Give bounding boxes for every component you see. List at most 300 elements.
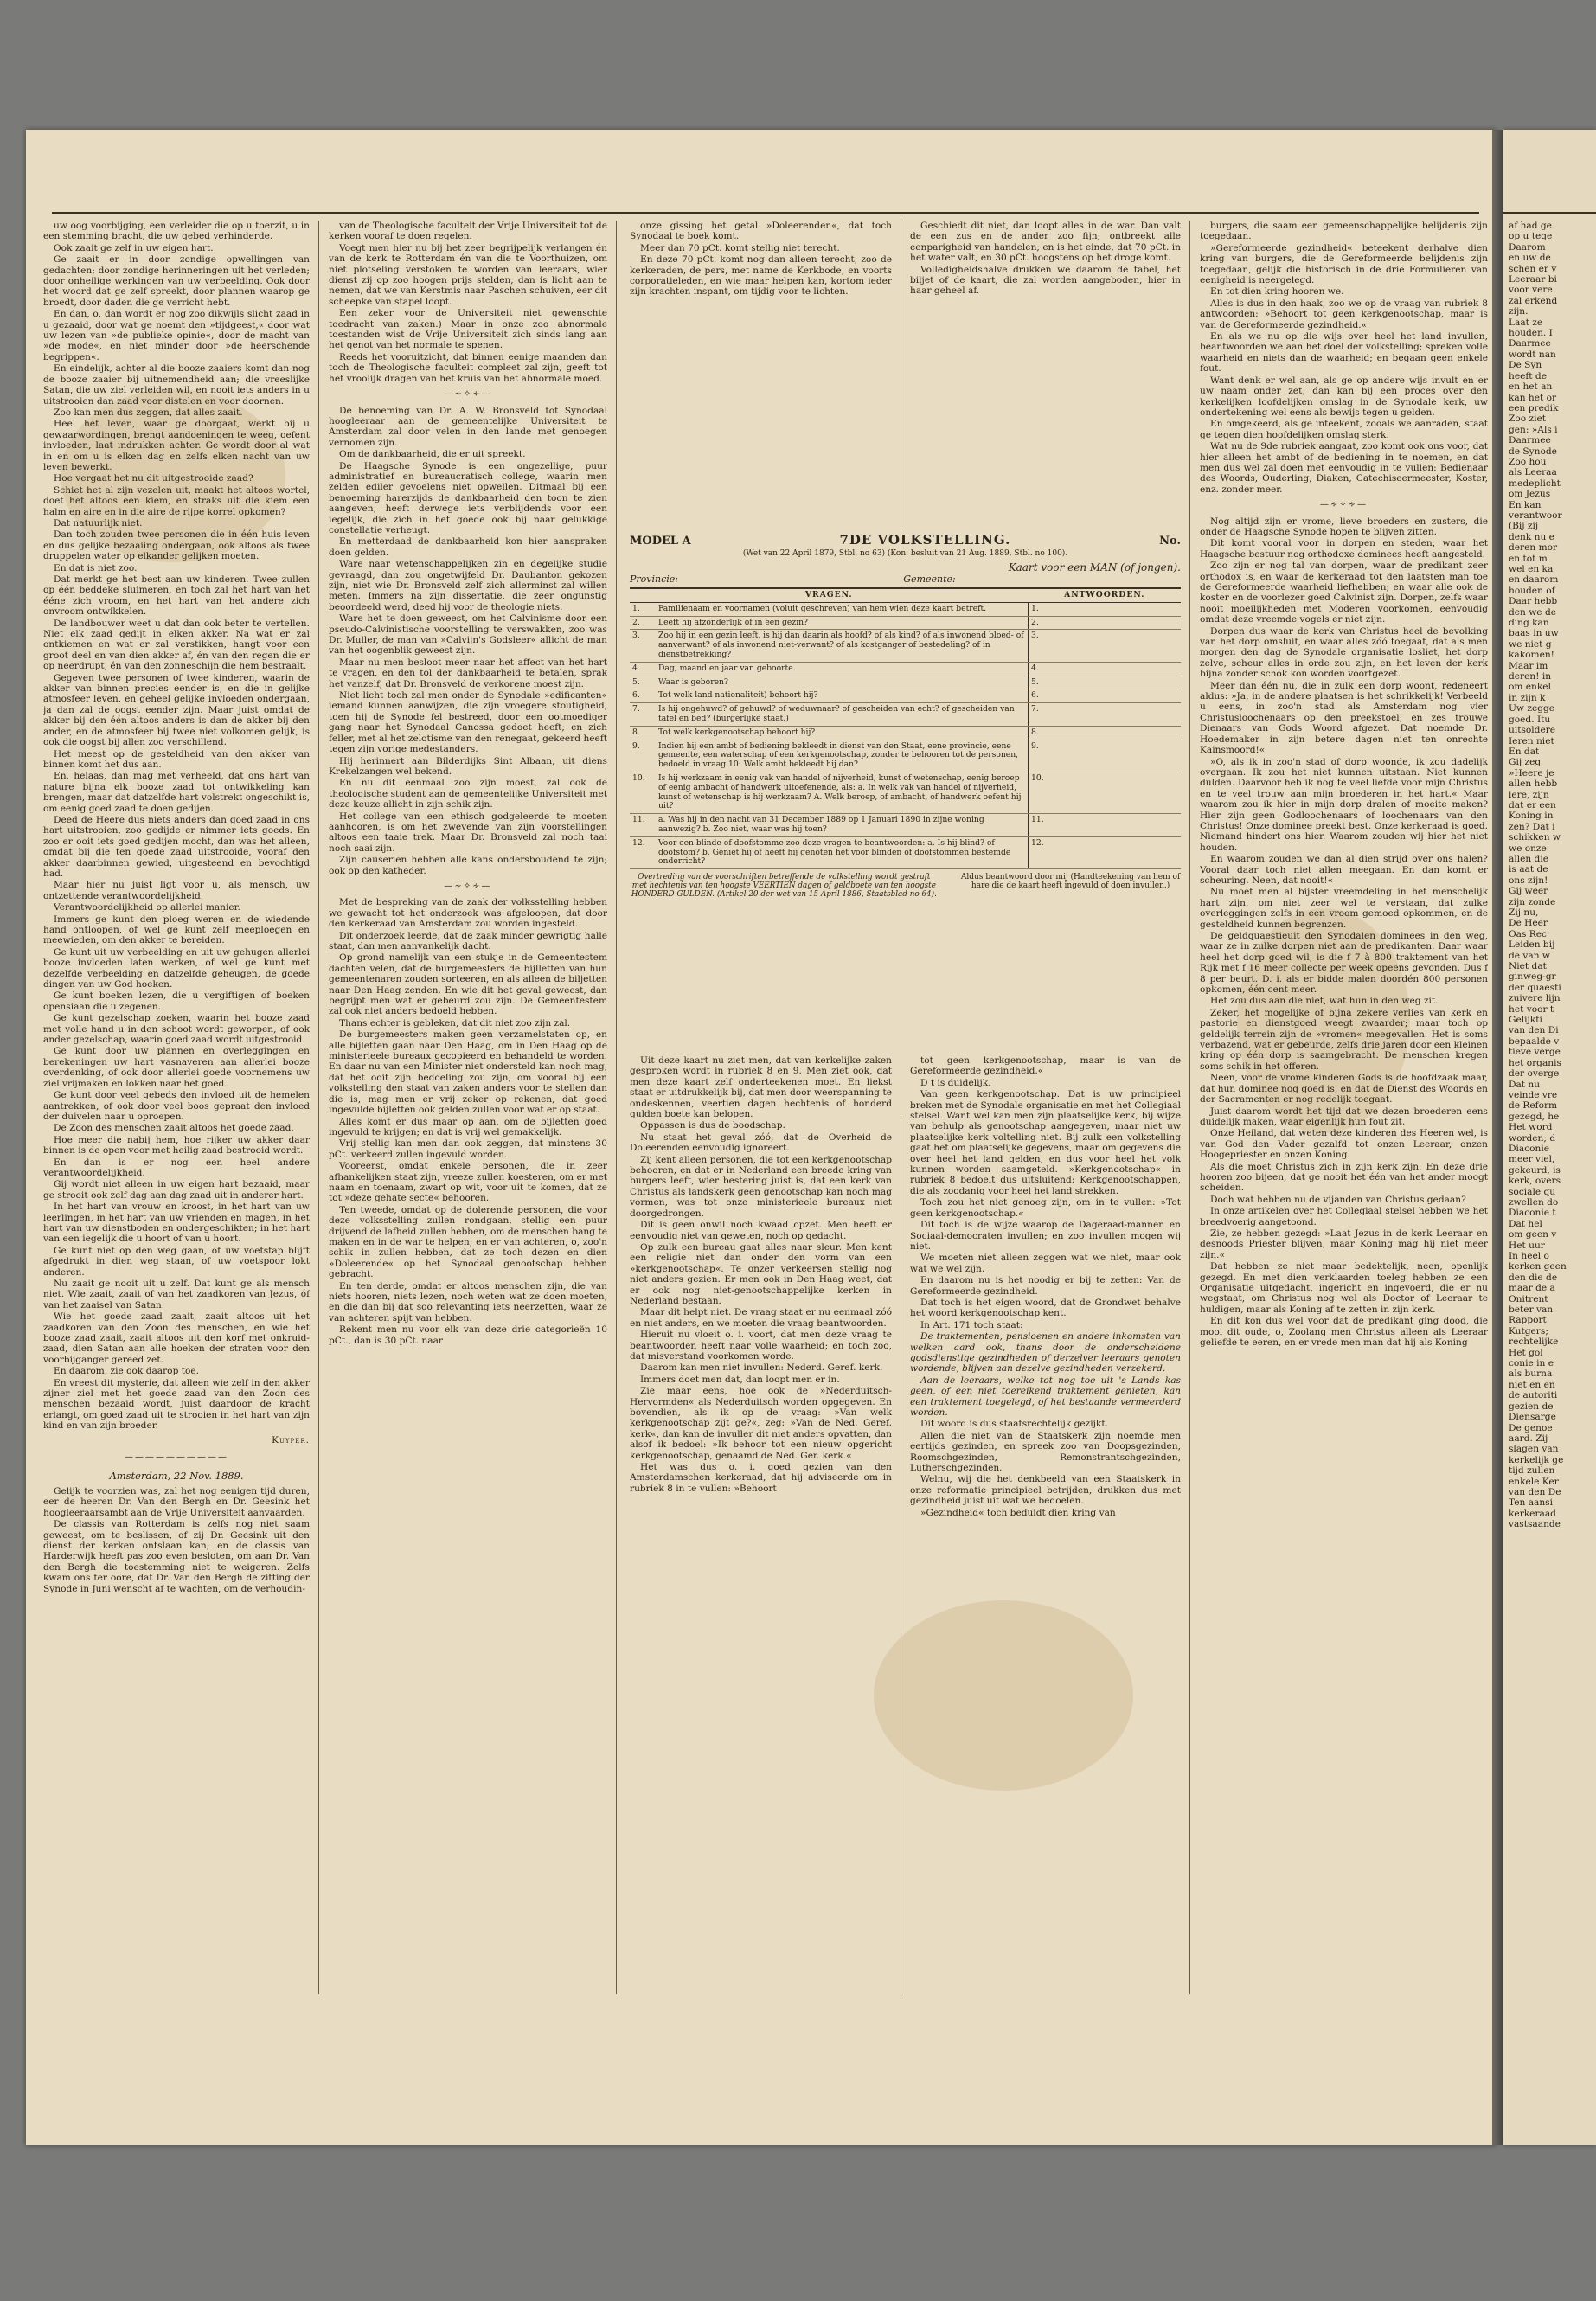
paragraph: Deed de Heere dus niets anders dan goed zaad in ons hart uitstrooien, zoo gedijde er nimmer iets goeds. En zoo er ooit iets goed gedijen mocht, dan was het alleen, omdat bij die ten goede zaad uitstrooide, vooraf den akker daarbinnen gewied, uitgesteend en bevochtigd had. bbox=[43, 814, 310, 879]
paragraph: Nu moet men al bijster vreemdeling in het menschelijk hart zijn, om niet zeer wel te verstaan, dat zulke overleggingen zelfs in een vroom gemoed opkommen, en de gesteldheid kunnen begrenzen. bbox=[1200, 887, 1488, 930]
table-row: 6. Tot welk land nationaliteit) behoort hij? 6. bbox=[630, 689, 1181, 703]
column-divider bbox=[616, 221, 617, 1994]
paragraph: »O, als ik in zoo'n stad of dorp woonde, ik zou dadelijk overgaan. Ik zou het niet kunnen uitstaan. Niet kunnen dulden. Daarvoor heb ik nog te veel liefde voor mijn Christus en te veel trouw aan mijn broederen in het hart.« Maar waarom zou ik hier in mijn dorp dralen of moeite maken? Hier zijn geen Godloochenaars of loochenaars van den Christus! Onze dominee preekt best. Onze kerkeraad is goed. Niemand hindert ons hier. Waarom zouden wij hier het niet houden. bbox=[1200, 756, 1488, 853]
text-fragment: dat er een bbox=[1509, 799, 1556, 811]
text-fragment: Diaconie bbox=[1509, 1143, 1549, 1154]
text-fragment: De Heer bbox=[1509, 918, 1548, 929]
text-fragment: heeft de bbox=[1509, 370, 1547, 381]
paragraph: Ge kunt niet op den weg gaan, of uw voetstap blijft afgedrukt in dien weg staan, of uw voetspoor lokt anderen. bbox=[43, 1245, 310, 1278]
text-fragment: ginweg-gr bbox=[1509, 971, 1556, 983]
text-fragment: Daarom bbox=[1509, 241, 1546, 253]
paragraph: Nu staat het geval zóó, dat de Overheid de Doleerenden eenvoudig ignoreert. bbox=[630, 1131, 892, 1154]
paragraph: Wat nu de 9de rubriek aangaat, zoo komt ook ons voor, dat hier alleen het ambt of de bediening in te noemen, en dat men dus wel zal doen met eenvoudig in te vullen: Bedienaar des Woords, Ouderling, Diaken, Catechiseermeester, Koster, enz. zonder meer. bbox=[1200, 441, 1488, 495]
table-row: 11. a. Was hij in den nacht van 31 December 1889 op 1 Januari 1890 in zijne woning aanwezig? b. Zoo niet, waar was hij toen? 11. bbox=[630, 814, 1181, 837]
text-fragment: den die de bbox=[1509, 1272, 1558, 1283]
paragraph: Aan de leeraars, welke tot nog toe uit 's Lands kas geen, of een niet toereikend traktement genieten, kan een traktement toegelegd, of het bestaande vermeerderd worden. bbox=[910, 1375, 1181, 1418]
paragraph: Zoo zijn er nog tal van dorpen, waar de predikant zeer orthodox is, en waar de kerkeraad tot den laatsten man toe de Gereformeerde waarheid liefhebben; en waar alle ook de koster en de voorlezer goed Calvinist zijn. Dorpen, zelfs waar nooit moeilijkheden met Moderen voorkomen, eenvoudig omdat deze vreemde vogels er niet zijn. bbox=[1200, 561, 1488, 625]
text-fragment: kakomen! bbox=[1509, 650, 1554, 661]
text-fragment: Koning in bbox=[1509, 811, 1554, 822]
text-fragment: een predik bbox=[1509, 402, 1559, 413]
text-fragment: kerkeraad bbox=[1509, 1508, 1556, 1519]
text-fragment: deren! in bbox=[1509, 671, 1552, 683]
paragraph: Dit is geen onwil noch kwaad opzet. Men heeft er eenvoudig niet van geweten, noch op gedacht. bbox=[630, 1220, 892, 1241]
paragraph: Van geen kerkgenootschap. Dat is uw principieel breken met de Synodale organisatie en met het Collegiaal stelsel. Want wel kan men zijn plaatselijke kerk, bij wijze van behulp als genootschap aangegeven, maar niet uw plaatselijke kerk voltelling niet. Bij zulk een volkstelling gaat het om plaatselijke gegevens, maar om gegevens die over heel het land gelden, en dus voor heel het volk kunnen worden saamgeteld. »Kerkgenootschap« in rubriek 8 bedoelt dus uitsluitend: Kerkgenootschappen, die als zoodanig voor heel het land strekken. bbox=[910, 1089, 1181, 1196]
paragraph: In Art. 171 toch staat: bbox=[920, 1319, 1023, 1330]
paragraph: En dat is niet zoo. bbox=[54, 562, 138, 574]
text-fragment: van den Di bbox=[1509, 1025, 1559, 1036]
paragraph: Daarom kan men niet invullen: Nederd. Geref. kerk. bbox=[640, 1362, 883, 1374]
paragraph: Ge kunt door veel gebeds den invloed uit de hemelen aantrekken, of ook door veel boos gepraat den invloed der duivelen naar u oproepen. bbox=[43, 1090, 310, 1122]
paragraph: Maar nu men besloot meer naar het affect van het hart te vragen, en den tol der dankbaarheid te betalen, sprak het vanzelf, dat Dr. Bronsveld de verkorene moest zijn. bbox=[329, 657, 607, 689]
paragraph: En metterdaad de dankbaarheid kon hier aanspraken doen gelden. bbox=[329, 536, 607, 558]
paragraph: Hij herinnert aan Bilderdijks Sint Albaan, uit diens Krekelzangen wel bekend. bbox=[329, 755, 607, 777]
text-fragment: af had ge bbox=[1509, 221, 1552, 231]
form-model: MODEL A bbox=[630, 535, 691, 548]
text-fragment: meer viel, bbox=[1509, 1154, 1555, 1165]
text-fragment: conie in e bbox=[1509, 1358, 1554, 1369]
paragraph: Dit woord is dus staatsrechtelijk gezijkt. bbox=[920, 1419, 1108, 1430]
text-fragment: baas in uw bbox=[1509, 628, 1559, 639]
answer-cell: 9. bbox=[1029, 740, 1182, 772]
paragraph: Het meest op de gesteldheid van den akker van binnen komt het dus aan. bbox=[43, 748, 310, 770]
table-row: 9. Indien hij een ambt of bediening bekleedt in dienst van den Staat, eene provincie, eene gemeente, een waterschap of een kerkgenootschap, zonder te behooren tot de personen, bedoeld in vraag 10: Welk ambt bekleedt hij dan? 9. bbox=[630, 740, 1181, 772]
paragraph: Ge kunt boeken lezen, die u vergiftigen of boeken opensiaan die u zegenen. bbox=[43, 990, 310, 1012]
text-fragment: is aat de bbox=[1509, 864, 1548, 875]
paragraph: In onze artikelen over het Collegiaal stelsel hebben we het breedvoerig aangetoond. bbox=[1200, 1206, 1488, 1227]
newspaper-page bbox=[26, 130, 1497, 2145]
answer-cell: 10. bbox=[1029, 772, 1182, 813]
column-4-bottom bbox=[910, 1055, 1181, 1519]
text-fragment: de Synode bbox=[1509, 445, 1557, 457]
text-fragment: en uw de bbox=[1509, 253, 1551, 264]
text-fragment: Uw zegge bbox=[1509, 703, 1555, 715]
paragraph: Rekent men nu voor elk van deze drie categorieën 10 pCt., dan is 30 pCt. naar bbox=[329, 1324, 607, 1346]
paragraph: We moeten niet alleen zeggen wat we niet, maar ook wat we wel zijn. bbox=[910, 1253, 1181, 1274]
answer-cell: 1. bbox=[1029, 602, 1182, 616]
answers-header: ANTWOORDEN. bbox=[1029, 588, 1182, 602]
text-fragment: gekeurd, is bbox=[1509, 1164, 1561, 1176]
paragraph: Thans echter is gebleken, dat dit niet zoo zijn zal. bbox=[339, 1017, 571, 1029]
paragraph: De benoeming van Dr. A. W. Bronsveld tot Synodaal hoogleeraar aan de gemeentelijke Universiteit te Amsterdam zal door velen in den lande met genoegen vernomen zijn. bbox=[329, 405, 607, 448]
text-fragment: Daarmee bbox=[1509, 338, 1551, 349]
page-fold-shadow bbox=[1492, 130, 1503, 2145]
paragraph: Neen, voor de vrome kinderen Gods is de hoofdzaak maar, dat hun dominee nog goed is, en dat de Dienst des Woords en der Sacramenten er nog redelijk toegaat. bbox=[1200, 1073, 1488, 1106]
column-3-top bbox=[630, 221, 892, 528]
text-fragment: Onitrent bbox=[1509, 1293, 1548, 1304]
paragraph: En eindelijk, achter al die booze zaaiers komt dan nog de booze zaaier bij uitnemendheid aan; die vreeslijke Satan, die uw ziel verleiden wil, en nooit iets anders in u uitstrooien dan zaad voor distelen en voor doornen. bbox=[43, 363, 310, 407]
text-fragment: enkele Ker bbox=[1509, 1476, 1559, 1487]
paragraph: »Gereformeerde gezindheid« beteekent derhalve dien kring van burgers, die de Gereformeerde belijdenis zijn toegedaan, gelijk die historisch in de drie Formulieren van eenigheid is neergelegd. bbox=[1200, 242, 1488, 286]
paragraph: Dit komt vooral voor in dorpen en steden, waar het Haagsche bestuur nog orthodoxe dominees heeft aangesteld. bbox=[1200, 538, 1488, 560]
paragraph: En waarom zouden we dan al dien strijd over ons halen? Vooral daar toch niet allen meegaan. En dan komt er scheuring. Neen, dat nooit!« bbox=[1200, 854, 1488, 886]
paragraph: Dat toch is het eigen woord, dat de Grondwet behalve het woord kerkgenootschap kent. bbox=[910, 1297, 1181, 1319]
form-penalty-note: Overtreding van de voorschriften betreffende de volkstelling wordt gestraft met hechtenis van ten hoogste VEERTIEN dagen of geldboete van ten hoogste HONDERD GULDEN. (Artikel 20 der wet van 15 April 1886, Staatsblad no 64). bbox=[631, 873, 937, 900]
text-fragment: Daar hebb bbox=[1509, 596, 1558, 607]
text-fragment: houden. I bbox=[1509, 328, 1553, 339]
paragraph: Een zeker voor de Universiteit niet gewenschte toedracht van zaken.) Maar in onze zoo abnormale toestanden wist de Vrije Universiteit zich sinds lang aan het genot van het normale te spenen. bbox=[329, 308, 607, 351]
text-fragment: zijn zonde bbox=[1509, 896, 1556, 907]
text-fragment: In heel o bbox=[1509, 1251, 1549, 1261]
text-fragment: als burna bbox=[1509, 1368, 1553, 1380]
paragraph: Dit onderzoek leerde, dat de zaak minder gewrigtig halle staat, dan men aanvankelijk dacht. bbox=[329, 930, 607, 952]
form-number-label: No. bbox=[1159, 535, 1181, 548]
paragraph: onze gissing het getal »Doleerenden«, dat toch Synodaal te boek komt. bbox=[630, 221, 892, 242]
paragraph: De landbouwer weet u dat dan ook beter te vertellen. Niet elk zaad gedijt in elken akker. Na wat er zal ontkiemen en wat er zal verstikken, hangt voor een groot deel en van dien akker af, én van den regen die er op neerdrupt, én van den zonneschijn die hem bestraalt. bbox=[43, 618, 310, 672]
table-row: 4. Dag, maand en jaar van geboorte. 4. bbox=[630, 662, 1181, 676]
text-fragment: kan het or bbox=[1509, 392, 1557, 403]
paragraph: Niet licht toch zal men onder de Synodale »edificanten« iemand kunnen aanwijzen, die zijn vroegere stoutigheid, toen hij de Synode fel bestreed, door een ootmoediger gang naar het Synodaal Canossa gedoet heeft; en zich feller, met al het zelotisme van den renegaat, gekeerd heeft tegen zijn vorige medestanders. bbox=[329, 690, 607, 755]
paragraph: En dit kon dus wel voor dat de predikant ging dood, die mooi dit oude, o, Zoolang men Christus alleen als Leeraar geliefde te eeren, en er vrede men man dat hij als Koning bbox=[1200, 1316, 1488, 1349]
columns-3-4-bottom bbox=[630, 1055, 1181, 2037]
text-fragment: en daarom bbox=[1509, 574, 1559, 586]
column-4-top bbox=[910, 221, 1181, 528]
text-fragment: Rapport bbox=[1509, 1315, 1547, 1326]
paragraph: van de Theologische faculteit der Vrije Universiteit tot de kerken vooraf te doen regelen. bbox=[329, 221, 607, 242]
table-row: 7. Is hij ongehuwd? of gehuwd? of weduwnaar? of gescheiden van echt? of gescheiden van tafel en bed? (burgerlijke staat.) 7. bbox=[630, 703, 1181, 727]
text-fragment: zuivere lijn bbox=[1509, 993, 1561, 1004]
paragraph: Juist daarom wordt het tijd dat we dezen broederen eens duidelijk maken, waar eigenlijk hun fout zit. bbox=[1200, 1106, 1488, 1127]
paragraph: Maar hier nu juist ligt voor u, als mensch, uw ontzettende verantwoordelijkheid. bbox=[43, 880, 310, 901]
text-fragment: De Syn bbox=[1509, 360, 1542, 371]
paragraph: Verantwoordelijkheid op allerlei manier. bbox=[54, 902, 240, 913]
top-rule bbox=[1503, 212, 1596, 214]
paragraph: Zie, ze hebben gezegd: »Laat Jezus in de kerk Leeraar en desnoods Priester blijven, maar Koning mag hij niet meer zijn.« bbox=[1200, 1227, 1488, 1260]
text-fragment: houden of bbox=[1509, 585, 1555, 596]
text-fragment: we onze bbox=[1509, 843, 1547, 854]
text-fragment: Niet dat bbox=[1509, 961, 1547, 972]
paragraph: Ge kunt uit uw verbeelding en uit uw gehugen allerlei booze invloeden laten werken, of wel ge kunt met dezelfde verbeelding en datzelfde geheugen, de goede dingen van uw God hoeken. bbox=[43, 946, 310, 990]
paragraph: Meer dan één nu, die in zulk een dorp woont, redeneert aldus: »Ja, in de andere plaatsen is het schrikkelijk! Verbeeld u eens, in zoo'n stad als Amsterdam nog vier Christusloochenaars op den preekstoel; en zes trouwe Dienaars van Gods Woord afgezet. Dat noemde Dr. Hoedemaker in zijn betere dagen niet ten onrechte Kainsmoord!« bbox=[1200, 680, 1488, 756]
paragraph: Dat merkt ge het best aan uw kinderen. Twee zullen op één beddeke sluimeren, en toch zal het hart van het ééne zich vroom, en het hart van het andere zich onvroom ontwikkelen. bbox=[43, 574, 310, 618]
paragraph: En als we nu op die wijs over heel het land invullen, beantwoorden we aan het doel der volkstelling; spreken volle waarheid en niets dan de waarheid; en begaan geen enkele fout. bbox=[1200, 331, 1488, 375]
paragraph: Reeds het vooruitzicht, dat binnen eenige maanden dan toch de Theologische faculteit compleet zal zijn, geeft tot het vroolijk dragen van het kruis van het abnormale moed. bbox=[329, 351, 607, 384]
table-row: 8. Tot welk kerkgenootschap behoort hij? 8. bbox=[630, 726, 1181, 740]
paragraph: Vrij stellig kan men dan ook zeggen, dat minstens 30 pCt. verkeerd zullen ingevuld worden. bbox=[329, 1138, 607, 1160]
text-fragment: als Leeraa bbox=[1509, 467, 1557, 478]
text-fragment: (Bij zij bbox=[1509, 521, 1539, 532]
form-header bbox=[630, 532, 1181, 548]
text-fragment: om enkel bbox=[1509, 682, 1551, 693]
paragraph: De Zoon des menschen zaait altoos het goede zaad. bbox=[54, 1123, 294, 1134]
paragraph: Nu zaait ge nooit uit u zelf. Dat kunt ge als mensch niet. Wie zaait, zaait of van het zaadkoren van Jezus, óf van het zaaisel van Satan. bbox=[43, 1279, 310, 1311]
paragraph: Zij kent alleen personen, die tot een kerkgenootschap behooren, en dat er in Nederland een breede kring van burgers leeft, wier bestering juist is, dat een kerk van Christus als landskerk geen genootschap kan noch mag vormen, was tot onze ministerieele bureaux niet doorgedrongen. bbox=[630, 1154, 892, 1219]
answer-cell: 11. bbox=[1029, 814, 1182, 837]
text-fragment: schen er v bbox=[1509, 263, 1557, 274]
text-fragment: Ieren niet bbox=[1509, 735, 1554, 747]
form-footer bbox=[630, 873, 1181, 899]
text-fragment: maar de a bbox=[1509, 1283, 1555, 1294]
text-fragment: lere, zijn bbox=[1509, 789, 1549, 800]
column-divider bbox=[1189, 221, 1190, 1994]
text-fragment: gezegd, he bbox=[1509, 1111, 1560, 1122]
text-fragment: sociale qu bbox=[1509, 1186, 1556, 1197]
table-row: 2. Leeft hij afzonderlijk of in een gezin? 2. bbox=[630, 616, 1181, 630]
paragraph: De traktementen, pensioenen en andere inkomsten van welken aard ook, thans door de onderscheidene godsdienstige gezindheden of derzelver leeraars genoten wordende, blijven aan dezelve gezindheden verzekerd. bbox=[910, 1331, 1181, 1375]
paragraph: Zie maar eens, hoe ook de »Nederduitsch-Hervormden« als Nederduitsch worden opgegeven. En bovendien, als ik op de vraag: »Van welk kerkgenootschap zijt ge?«, zeg: »Van de Ned. Geref. kerk«, dan kan de invuller dit niet anders opvatten, dan alsof ik bedoel: »Ik behoor tot een nieuw opgericht kerkgenootschap, genaamd de Ned. Ger. kerk.« bbox=[630, 1386, 892, 1461]
answer-cell: 12. bbox=[1029, 836, 1182, 868]
text-fragment: allen hebb bbox=[1509, 779, 1558, 790]
questions-header: VRAGEN. bbox=[630, 588, 1029, 602]
text-fragment: we niet g bbox=[1509, 638, 1552, 650]
answer-cell: 6. bbox=[1029, 689, 1182, 703]
text-fragment: der quaesti bbox=[1509, 982, 1561, 993]
text-fragment: Maar im bbox=[1509, 660, 1548, 671]
paragraph: Dat natuurlijk niet. bbox=[54, 517, 143, 529]
column-3-bottom bbox=[630, 1055, 892, 1495]
text-fragment: Kutgers; bbox=[1509, 1325, 1548, 1336]
dateline: Amsterdam, 22 Nov. 1889. bbox=[109, 1469, 244, 1482]
text-fragment: veinde vre bbox=[1509, 1089, 1558, 1100]
text-fragment: Het gol bbox=[1509, 1347, 1543, 1358]
paragraph: Als die moet Christus zich in zijn kerk zijn. En deze drie hooren zoo bijeen, dat ge nooit het één van het ander moogt scheiden. bbox=[1200, 1161, 1488, 1194]
paragraph: Vooreerst, omdat enkele personen, die in zeer afhankelijken staat zijn, vreeze zullen koesteren, om er met naam en toenaam, zwart op wit, voor uit te komen, dat ze tot »deze gehate secte« behooren. bbox=[329, 1161, 607, 1204]
paragraph: Dat hebben ze niet maar bedektelijk, neen, openlijk gezegd. En met dien verklaarden toeleg hebben ze een Organisatie uitgedacht, ingericht en ingevoerd, die er nu wegstaat, om Christus nog wel als Doctor of Leeraar te huldigen, maar als Koning af te zetten in zijn kerk. bbox=[1200, 1261, 1488, 1315]
text-fragment: het organis bbox=[1509, 1057, 1561, 1068]
text-fragment: Zij nu, bbox=[1509, 907, 1539, 918]
paragraph: En daarom, zie ook daarop toe. bbox=[54, 1366, 199, 1377]
section-separator: —∻✧∻— bbox=[444, 389, 492, 400]
paragraph: De burgemeesters maken geen verzamelstaten op, en alle bijletten gaan naar Den Haag, om in Den Haag op de ministerieele bureaux gecopieerd en behandeld te worden. En daar nu van een Minister niet ondersteld kan noch mag, dat het ooit zijn bedoeling zou zijn, om vooral bij een volkstelling den staat van zaken anders voor te stellen dan die is, mag men er vrij zeker op rekenen, dat goed ingevulde bijletten ook gelden zullen voor wat er op staat. bbox=[329, 1029, 607, 1116]
text-fragment: om geen v bbox=[1509, 1229, 1557, 1240]
paragraph: Onze Heiland, dat weten deze kinderen des Heeren wel, is van God den Vader gezalfd tot onzen Leeraar, onzen Hoogepriester en onzen Koning. bbox=[1200, 1128, 1488, 1161]
answer-cell: 5. bbox=[1029, 676, 1182, 689]
paragraph: Geschiedt dit niet, dan loopt alles in de war. Dan valt de een zus en de ander zoo fijn; ontbreekt alle eenparigheid van handelen; en is het einde, dat 70 pCt. in het water valt, en 30 pCt. hoogstens op het droge komt. bbox=[910, 221, 1181, 264]
paragraph: Alles komt er dus maar op aan, om de bijletten goed ingevuld te krijgen; en dat is vrij wel gemakkelijk. bbox=[329, 1116, 607, 1138]
text-fragment: Zoo ziet bbox=[1509, 413, 1546, 425]
paragraph: Het zou dus aan die niet, wat hun in den weg zit. bbox=[1210, 996, 1439, 1007]
paragraph: En dan, o, dan wordt er nog zoo dikwijls slicht zaad in u gezaaid, door wat ge noemt den »tijdgeest,« door wat uw lezen van »de publieke opinie«, door de macht van »de mode«, en niet minder door »de heerschende begrippen«. bbox=[43, 309, 310, 362]
paragraph: Maar dit helpt niet. De vraag staat er nu eenmaal zóó en niet anders, en we moeten die vraag beantwoorden. bbox=[630, 1307, 892, 1329]
paragraph: »Gezindheid« toch beduidt dien kring van bbox=[920, 1507, 1116, 1518]
paragraph: Gelijk te voorzien was, zal het nog eenigen tijd duren, eer de heeren Dr. Van den Bergh en Dr. Geesink het hoogleeraarsambt aan de Vrije Universiteit aanvaarden. bbox=[43, 1485, 310, 1518]
table-row: 5. Waar is geboren? 5. bbox=[630, 676, 1181, 689]
paragraph: De Haagsche Synode is een ongezellige, puur administratief en bureaucratisch college, waarin men zelden ediler gevoelens niet opwellen. Ditmaal bij een benoeming harerzijds de dankbaarheid den toon te zien aangeven, heeft derwege iets verblijdends voor een iegelijk, die zich in het goede ook bij naar gelukkige constellatie verheugt. bbox=[329, 460, 607, 535]
text-fragment: kerk, overs bbox=[1509, 1176, 1561, 1187]
paragraph: En dan is er nog een heel andere verantwoordelijkheid. bbox=[43, 1157, 310, 1178]
text-fragment: Dat hel bbox=[1509, 1218, 1542, 1229]
text-fragment: En dat bbox=[1509, 746, 1540, 757]
text-fragment: zwellen do bbox=[1509, 1196, 1559, 1208]
text-fragment: Gij zeg bbox=[1509, 757, 1542, 768]
paragraph: Ge zaait er in door zondige opwellingen van gedachten; door zondige herinneringen uit het verleden; door onheilige werkingen van uw verbeelding. Ook door het woord dat ge zelf spreekt, door plannen waarop ge broedt, door daden die ge verricht hebt. bbox=[43, 254, 310, 308]
text-fragment: Diaconie t bbox=[1509, 1208, 1556, 1219]
text-fragment: De genoe bbox=[1509, 1422, 1553, 1433]
text-fragment: verantwoor bbox=[1509, 510, 1562, 521]
answer-cell: 7. bbox=[1029, 703, 1182, 727]
text-fragment: deren mor bbox=[1509, 542, 1558, 554]
text-fragment: denk nu e bbox=[1509, 531, 1554, 542]
text-fragment: ding kan bbox=[1509, 618, 1549, 629]
next-page-text bbox=[1503, 221, 1596, 2037]
text-fragment: vastsaande bbox=[1509, 1519, 1561, 1530]
text-fragment: Ten aansi bbox=[1509, 1497, 1553, 1509]
paragraph: Zoo kan men dus zeggen, dat alles zaait. bbox=[54, 407, 243, 418]
column-2 bbox=[329, 221, 607, 2037]
text-fragment: aard. Zij bbox=[1509, 1433, 1548, 1444]
paragraph: Dit toch is de wijze waarop de Dageraad-mannen en Sociaal-democraten invullen; en zoo invullen mogen wij niet. bbox=[910, 1220, 1181, 1252]
form-table bbox=[630, 587, 1181, 869]
paragraph: In het hart van vrouw en kroost, in het hart van uw leerlingen, in het hart van uw vrienden en magen, in het hart van uw dienstboden en ondergeschikten; in het hart van een iegelijk die u hoort of van u hoort. bbox=[43, 1202, 310, 1245]
municipality-field: Gemeente: bbox=[903, 574, 956, 585]
text-fragment: tijd zullen bbox=[1509, 1465, 1555, 1477]
paragraph: Alles is dus in den haak, zoo we op de vraag van rubriek 8 antwoorden: »Behoort tot geen kerkgenootschap, maar is van de Gereformeerde gezindheid.« bbox=[1200, 298, 1488, 330]
text-fragment: uitsoldere bbox=[1509, 725, 1556, 736]
paragraph: Welnu, wij die het denkbeeld van een Staatskerk in onze reformatie principieel betrijden, drukken dus met gezindheid juist uit wat we bedoelen. bbox=[910, 1474, 1181, 1507]
answer-cell: 2. bbox=[1029, 616, 1182, 630]
paragraph: Dan toch zouden twee personen die in één huis leven en dus gelijke bezaaiing ondergaan, ook altoos als twee druppelen water op elkander gelijken moeten. bbox=[43, 529, 310, 562]
text-fragment: in zijn k bbox=[1509, 692, 1546, 703]
text-fragment: Zoo hou bbox=[1509, 456, 1547, 467]
paragraph: Uit deze kaart nu ziet men, dat van kerkelijke zaken gesproken wordt in rubriek 8 en 9. Men ziet ook, dat men deze kaart zelf onderteekenen moet. En liekst staat er uitdrukkelijk bij, dat men door weerspanning te ondeskennen, veertien dagen hechtenis of honderd gulden boete kan belopen. bbox=[630, 1055, 892, 1120]
article-signature: Kuyper. bbox=[272, 1434, 310, 1445]
text-fragment: Dat nu bbox=[1509, 1079, 1541, 1090]
text-fragment: het voor t bbox=[1509, 1003, 1554, 1015]
paragraph: Ge kunt door uw plannen en overleggingen en berekeningen uw hart vasnaveren aan allerlei booze overdenking, of ook door allerlei goede voornemens uw ziel vrijmaken en lokken naar het goed. bbox=[43, 1046, 310, 1089]
paragraph: Met de bespreking van de zaak der volksstelling hebben we gewacht tot het onderzoek was afgeloopen, dat door den kerkeraad van Amsterdam zou worden ingesteld. bbox=[329, 897, 607, 930]
text-fragment: Gelijkti bbox=[1509, 1015, 1542, 1026]
paragraph: tot geen kerkgenootschap, maar is van de Gereformeerde gezindheid.« bbox=[910, 1055, 1181, 1077]
paragraph: Dorpen dus waar de kerk van Christus heel de bevolking van het dorp omsluit, en waar alles zóó toegaat, dat als men morgen den dag de Synodale organisatie losliet, het dorp zelve, scheur alles in orde zou zijn, en het leven der kerk bijna zonder schok kon worden voortgezet. bbox=[1200, 625, 1488, 680]
paragraph: Op zulk een bureau gaat alles naar sleur. Men kent een religie niet dan onder den vorm van een »kerkgenootschap«. Te onzer verkeersen stellig nog niet anders gezien. Er men ook in Den Haag weet, dat er ook nog niet-genootschappelijke kerken in Nederland bestaan. bbox=[630, 1241, 892, 1306]
census-form bbox=[630, 532, 1181, 1051]
paragraph: Hoe vergaat het nu dit uitgestrooide zaad? bbox=[54, 473, 253, 484]
text-fragment: Laat ze bbox=[1509, 317, 1543, 328]
paragraph: Hoe meer die nabij hem, hoe rijker uw akker daar binnen is de open voor met heilig zaad bestrooid wordt. bbox=[43, 1134, 310, 1157]
paragraph: Doch wat hebben nu de vijanden van Christus gedaan? bbox=[1210, 1194, 1466, 1205]
paragraph: Op grond namelijk van een stukje in de Gemeentestem dachten velen, dat de burgemeesters de bijlletten van hun gemeentenaren zouden sorteeren, en als alleen de biljetten naar Den Haag zenden. En wie dit het geval geweest, dan begrijpt men wat er gebeurd zou zijn. De Gemeentestem zal ook niet anders bedoeld hebben. bbox=[329, 952, 607, 1017]
paragraph: Ten tweede, omdat op de dolerende personen, die voor deze volksstelling zullen rondgaan, stellig een puur drijvend de lafheid zullen hebben, om de menschen bang te maken en in de war te helpen; en er van achteren, o, zoo'n schik in zullen hebben, dat ze toch dezen en dien »Doleerende« op het Synodaal genootschap hebben gebracht. bbox=[329, 1204, 607, 1280]
text-fragment: ons zijn! bbox=[1509, 875, 1548, 886]
paragraph: En omgekeerd, als ge inteekent, zooals we aanraden, staat ge tegen dien hoofdelijken omslag sterk. bbox=[1200, 419, 1488, 440]
text-fragment: de van w bbox=[1509, 950, 1550, 961]
form-title: 7DE VOLKSTELLING. bbox=[839, 532, 1011, 548]
text-fragment: van den De bbox=[1509, 1486, 1561, 1497]
answer-cell: 4. bbox=[1029, 662, 1182, 676]
text-fragment: Oas Rec bbox=[1509, 928, 1547, 939]
text-fragment: Leeraar bi bbox=[1509, 274, 1557, 285]
paragraph: Allen die niet van de Staatskerk zijn noemde men eertijds gezinden, en spreek zoo van Doopsgezinden, Roomschgezinden, Remonstrantschgezinden, Lutherschgezinden. bbox=[910, 1430, 1181, 1474]
paragraph: Gij wordt niet alleen in uw eigen hart bezaaid, maar ge strooit ook zelf dag aan dag zaad uit in anderer hart. bbox=[43, 1179, 310, 1201]
form-signature-note: Aldus beantwoord door mij (Handteekening van hem of hare die de kaart heeft ingevuld of doen invullen.) bbox=[960, 873, 1181, 891]
text-fragment: slagen van bbox=[1509, 1444, 1559, 1455]
paragraph: Het college van een ethisch godgeleerde te moeten aanhooren, is om het zwevende van zijn voorstellingen altoos een taaie trek. Maar Dr. Bronsveld zal noch taai noch saai zijn. bbox=[329, 811, 607, 854]
text-fragment: wordt nan bbox=[1509, 349, 1556, 360]
text-fragment: En kan bbox=[1509, 499, 1542, 510]
text-fragment: op u tege bbox=[1509, 231, 1553, 242]
paragraph: En deze 70 pCt. komt nog dan alleen terecht, zoo de kerkeraden, de pers, met name de Kerkbode, en voorts corporatieleden, en wie maar helpen kan, kortom ieder zijn krachten inspant, om tijdig voor te lichten. bbox=[630, 254, 892, 298]
text-fragment: Daarmee bbox=[1509, 435, 1551, 446]
paragraph: Wie het goede zaad zaait, zaait altoos uit het zaadkoren van den Zoon des menschen, en wie het booze zaad zaait, zaait altoos uit den korf met onkruid-zaad, dien Satan aan alle hoeken der straten voor den voorbijganger gereed zet. bbox=[43, 1311, 310, 1365]
paragraph: Ge kunt gezelschap zoeken, waarin het booze zaad met volle hand u in den schoot wordt geworpen, of ook ander gezelschap, waarin goed zaad wordt uitgestrooid. bbox=[43, 1013, 310, 1046]
paragraph: Het was dus o. i. goed gezien van den Amsterdamschen kerkeraad, dat hij adviseerde om in rubriek 8 in te vullen: »Behoort bbox=[630, 1462, 892, 1494]
text-fragment: bepaalde v bbox=[1509, 1035, 1560, 1047]
answer-cell: 3. bbox=[1029, 630, 1182, 662]
column-divider bbox=[318, 221, 319, 1994]
paragraph: Schiet het al zijn vezelen uit, maakt het altoos wortel, doet het altoos een kiem, en straks uit die kiem een halm en aire en in die aire de rijpe korrel opkomen? bbox=[43, 484, 310, 517]
text-fragment: »Heere je bbox=[1509, 767, 1554, 779]
table-row: 3. Zoo hij in een gezin leeft, is hij dan daarin als hoofd? of als kind? of als inwonend bloed- of aanverwant? of als inwonend niet-verwant? of als kostganger of bestedeling? of in dienstbetrekking? 3. bbox=[630, 630, 1181, 662]
paragraph: Heel het leven, waar ge doorgaat, werkt bij u gewaarwordingen, brengt aandoeningen te weeg, oefent invloeden, laat indrukken achter. Ge wordt door al wat in en om u is elken dag en zelfs elken nacht van uw leven bewerkt. bbox=[43, 419, 310, 472]
text-fragment: om Jezus bbox=[1509, 489, 1551, 500]
paragraph: Zeker, het mogelijke of bijna zekere verlies van kerk en pastorie en dienstgoed weegt zwaarder; maar toch op geldelijk terrein zijn de »vromen« meegevallen. Het is soms verbazend, wat er gebeurde, zelfs drie jaren door een kleinen kring op één dorp is saamgebracht. De menschen kregen soms schik in het offeren. bbox=[1200, 1007, 1488, 1072]
paragraph: Toch zou het niet genoeg zijn, om in te vullen: »Tot geen kerkgenootschap.« bbox=[910, 1197, 1181, 1219]
paragraph: En vreest dit mysterie, dat alleen wie zelf in den akker zijner ziel met het goede zaad van den Zoon des menschen bezaaid wordt, juist daardoor de kracht erlangt, om goed zaad uit te strooien in het hart van zijn kind en van zijn broeder. bbox=[43, 1377, 310, 1432]
text-fragment: der overge bbox=[1509, 1068, 1560, 1080]
text-fragment: wel en ka bbox=[1509, 564, 1554, 574]
text-fragment: allen die bbox=[1509, 853, 1548, 864]
column-5 bbox=[1200, 221, 1488, 2037]
text-fragment: tieve verge bbox=[1509, 1047, 1561, 1058]
paragraph: De geldquaestieuit den Synodalen dominees in den weg, waar ze in zulke dorpen niet aan de predikanten. Daar waar heel het dorp goed wil, is die f 7 à 800 traktement van het Rijk met f 16 meer collecte per week opeens gevonden. Dus f 8 per beurt. D. i. als er bidde malen doordén 800 personen opkomen, één cent meer. bbox=[1200, 931, 1488, 996]
paragraph: Voegt men hier nu bij het zeer begrijpelijk verlangen én van de kerk te Rotterdam én van die te Voorthuizen, om niet plotseling verstoken te worden van leeraars, wier dienst zij op zoo hoogen prijs stelden, dan is licht aan te nemen, dat we van Kerstmis naar Paschen schuiven, eer dit scheepke van stapel loopt. bbox=[329, 242, 607, 307]
text-fragment: kerkelijk ge bbox=[1509, 1454, 1564, 1465]
table-row: 10. Is hij werkzaam in eenig vak van handel of nijverheid, kunst of wetenschap, eenig beroep of eenig ambacht of handwerk uitoefenende, als: a. In welk vak van handel of nijverheid, kunst of wetenschap is hij werkzaam? A. Welk beroep, of ambacht, of handwerk oefent hij uit? 10. bbox=[630, 772, 1181, 813]
text-fragment: medeplicht bbox=[1509, 478, 1561, 489]
text-fragment: schikken w bbox=[1509, 832, 1561, 843]
paragraph: En ten derde, omdat er altoos menschen zijn, die van niets hooren, niets lezen, noch weten wat ze doen moeten, en die dan bij dat soo relevanting iets neerzetten, waar ze van achteren spijt van hebben. bbox=[329, 1280, 607, 1324]
paragraph: Nog altijd zijn er vrome, lieve broeders en zusters, die onder de Haagsche Synode hopen te blijven zitten. bbox=[1200, 516, 1488, 537]
top-rule bbox=[52, 212, 1479, 214]
paragraph: Oppassen is dus de boodschap. bbox=[640, 1120, 785, 1131]
paragraph: uw oog voorbijging, een verleider die op u toerzit, u in een stemming bracht, die uw gebed verhinderde. bbox=[43, 221, 310, 242]
paragraph: Ook zaait ge zelf in uw eigen hart. bbox=[54, 242, 214, 253]
form-card-type: Kaart voor een MAN (of jongen). bbox=[1008, 561, 1181, 574]
paragraph: Meer dan 70 pCt. komt stellig niet terecht. bbox=[640, 242, 840, 253]
text-fragment: kerken geen bbox=[1509, 1261, 1567, 1272]
section-separator: —∻✧∻— bbox=[1319, 500, 1368, 510]
text-fragment: Leiden bij bbox=[1509, 939, 1555, 951]
paragraph: Want denk er wel aan, als ge op andere wijs invult en er uw naam onder zet, dan kan bij een proces over den kerkelijken loofdelijken omslag in de Synodale kerk, uw ondertekening wel eens als bewijs tegen u gelden. bbox=[1200, 375, 1488, 418]
text-fragment: voor vere bbox=[1509, 285, 1553, 296]
form-law-note: (Wet van 22 April 1879, Stbl. no 63) (Kon. besluit van 21 Aug. 1889, Stbl. no 100). bbox=[742, 549, 1068, 558]
text-fragment: goed. Itu bbox=[1509, 714, 1551, 725]
paragraph: Volledigheidshalve drukken we daarom de tabel, het biljet of de kaart, die zal worden aangeboden, hier in haar geheel af. bbox=[910, 264, 1181, 297]
text-fragment: zen? Dat i bbox=[1509, 821, 1555, 832]
text-fragment: niet en en bbox=[1509, 1379, 1555, 1390]
paragraph: D t is duidelijk. bbox=[920, 1077, 991, 1088]
text-fragment: gen: »Als i bbox=[1509, 424, 1558, 435]
paragraph: Immers doet men dat, dan loopt men er in. bbox=[640, 1374, 840, 1385]
text-fragment: de autoriti bbox=[1509, 1390, 1558, 1401]
paragraph: En tot dien kring hooren we. bbox=[1210, 286, 1344, 298]
paragraph: Ware naar wetenschappelijken zin en degelijke studie gevraagd, dan zou ongetwijfeld Dr. Daubanton gekozen zijn, niet wie Dr. Bronsveld zelf zich allerminst zal willen meten. Immers na zijn dissertatie, die zeer ongunstig beoordeeld werd, deed hij voor de theologie niets. bbox=[329, 559, 607, 612]
next-page-edge bbox=[1503, 130, 1596, 2145]
province-field: Provincie: bbox=[630, 574, 678, 585]
text-fragment: den we de bbox=[1509, 606, 1556, 618]
paragraph: En nu dit eenmaal zoo zijn moest, zal ook de theologische student aan de gemeentelijke Universiteit met deze keuze allicht in zijn schik zijn. bbox=[329, 778, 607, 811]
section-separator: —∻✧∻— bbox=[444, 881, 492, 891]
column-1 bbox=[43, 221, 310, 2037]
paragraph: Gegeven twee personen of twee kinderen, waarin de akker van binnen precies eender is, en die in gelijke atmosfeer leven, en geheel gelijke invloeden ondergaan, ja dan zal de oogst eender zijn. Maar juist omdat de akker bij den één altoos anders is dan de akker bij den ander, en de atmosfeer bij twee niet volkomen gelijk, is ook die oogst bij allen zoo verschillend. bbox=[43, 672, 310, 748]
paragraph: Hieruit nu vloeit o. i. voort, dat men deze vraag te beantwoorden heeft naar volle waarheid; en toch zoo, dat misverstand voorkomen worde. bbox=[630, 1330, 892, 1362]
text-fragment: Diensarge bbox=[1509, 1412, 1556, 1423]
paragraph: Immers ge kunt den ploeg weren en de wiedende hand ontloopen, of wel ge kunt zelf meeploegen en meewieden, om den akker te bereiden. bbox=[43, 913, 310, 946]
col1-article bbox=[43, 221, 310, 1432]
text-fragment: beter van bbox=[1509, 1304, 1554, 1316]
text-fragment: de Reform bbox=[1509, 1100, 1558, 1112]
answer-cell: 8. bbox=[1029, 726, 1182, 740]
paragraph: Ware het te doen geweest, om het Calvinisme door een pseudo-Calvinistische voorstelling te verswakken, zoo was Dr. Muller, de man van »Calvijn's Godsleer« allicht de man van het oogenblik geweest zijn. bbox=[329, 613, 607, 657]
paragraph: Zijn causerien hebben alle kans ondersboudend te zijn; ook op den katheder. bbox=[329, 855, 607, 876]
text-fragment: zijn. bbox=[1509, 306, 1529, 317]
table-row: 12. Voor een blinde of doofstomme zoo deze vragen te beantwoorden: a. Is hij blind? of doofstom? b. Geniet hij of heeft hij genoten het voor blinden of doofstommen bestemde onderricht? 12. bbox=[630, 836, 1181, 868]
text-fragment: en het an bbox=[1509, 381, 1553, 393]
paragraph: En daarom nu is het noodig er bij te zetten: Van de Gereformeerde gezindheid. bbox=[910, 1275, 1181, 1297]
text-fragment: zal erkend bbox=[1509, 295, 1558, 306]
paragraph: De classis van Rotterdam is zelfs nog niet saam geweest, om te beslissen, of zij Dr. Geesink uit den dienst der kerken ontslaan kan; en de classis van Harderwijk heeft pas zoo even besloten, om aan Dr. Van den Bergh die toestemming niet te weigeren. Zelfs kwam ons ter oore, dat Dr. Van den Bergh de zitting der Synode in Juni wenscht af te wachten, om de verhoudin- bbox=[43, 1519, 310, 1594]
table-row: 1. Familienaam en voornamen (voluit geschreven) van hem wien deze kaart betreft. 1. bbox=[630, 602, 1181, 616]
text-fragment: Gij weer bbox=[1509, 886, 1548, 897]
